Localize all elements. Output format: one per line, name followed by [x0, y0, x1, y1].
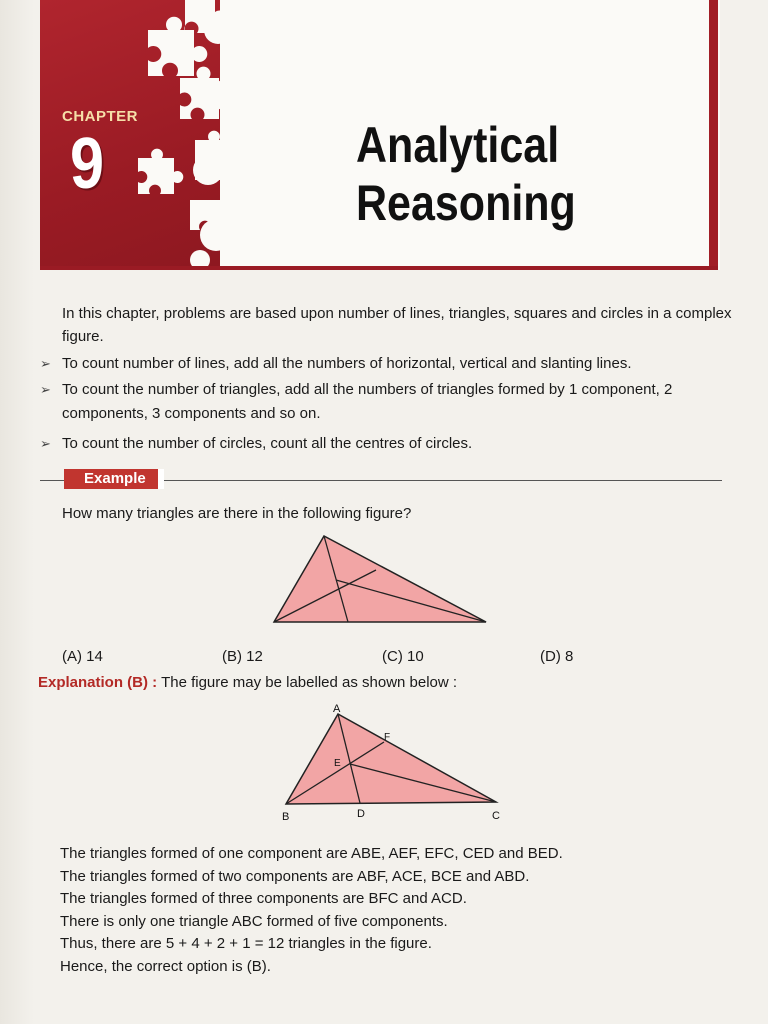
chapter-title [356, 116, 576, 232]
solution-line: There is only one triangle ABC formed of five components. [60, 912, 448, 930]
vertex-label-a: A [333, 703, 341, 715]
chapter-label: CHAPTER [62, 108, 139, 125]
option-a: (A) 14 [62, 648, 103, 665]
header-right-bar [709, 0, 718, 268]
bullet-list [40, 352, 730, 458]
solution-line: Thus, there are 5 + 4 + 2 + 1 = 12 triangles in the figure. [60, 935, 432, 952]
bullet-item [40, 352, 730, 376]
bullet-text: To count the number of triangles, add all the numbers of triangles formed by 1 component, 2 components, 3 components and so on. [62, 381, 673, 422]
bullet-text: To count number of lines, add all the numbers of horizontal, vertical and slanting lines. [62, 355, 632, 372]
arrow-bullet-icon: ➢ [40, 436, 51, 451]
explanation-line [38, 674, 457, 691]
example-question: How many triangles are there in the following figure? [62, 505, 412, 522]
solution-line: The triangles formed of two components are ABF, ACE, BCE and ABD. [60, 867, 530, 885]
triangle-figure-unlabelled [272, 532, 492, 628]
vertex-label-e: E [334, 758, 341, 769]
triangle-figure-labelled [276, 700, 512, 824]
solution-line: The triangles formed of one component are ABE, AEF, EFC, CED and BED. [60, 845, 563, 862]
option-b: (B) 12 [222, 648, 263, 665]
solution-line: Hence, the correct option is (B). [60, 957, 271, 975]
explanation-text: The figure may be labelled as shown below : [157, 674, 458, 691]
example-badge: Example [64, 469, 164, 489]
arrow-bullet-icon: ➢ [40, 356, 51, 371]
vertex-label-d: D [357, 808, 365, 820]
explanation-lead: Explanation (B) : [38, 674, 158, 691]
chapter-title-line2: Reasoning [356, 175, 576, 231]
vertex-label-c: C [492, 810, 500, 822]
bullet-item [40, 378, 730, 426]
solution-line: The triangles formed of three components are BFC and ACD. [60, 890, 467, 907]
intro-paragraph: In this chapter, problems are based upon number of lines, triangles, squares and circles in a complex figure. [62, 305, 732, 345]
triangle-abc-labelled [286, 714, 496, 804]
bullet-text: To count the number of circles, count all the centres of circles. [62, 435, 473, 452]
bullet-item [40, 432, 730, 456]
arrow-bullet-icon: ➢ [40, 382, 51, 397]
triangle-abc [274, 536, 486, 622]
page-edge-shadow [0, 0, 34, 1024]
option-d: (D) 8 [540, 648, 574, 665]
header-divider [40, 266, 718, 270]
chapter-number: 9 [70, 124, 105, 204]
chapter-title-line1: Analytical [356, 117, 560, 173]
solution-lines [60, 843, 720, 978]
option-c: (C) 10 [382, 648, 424, 665]
vertex-label-f: F [384, 732, 391, 743]
vertex-label-b: B [282, 811, 290, 823]
